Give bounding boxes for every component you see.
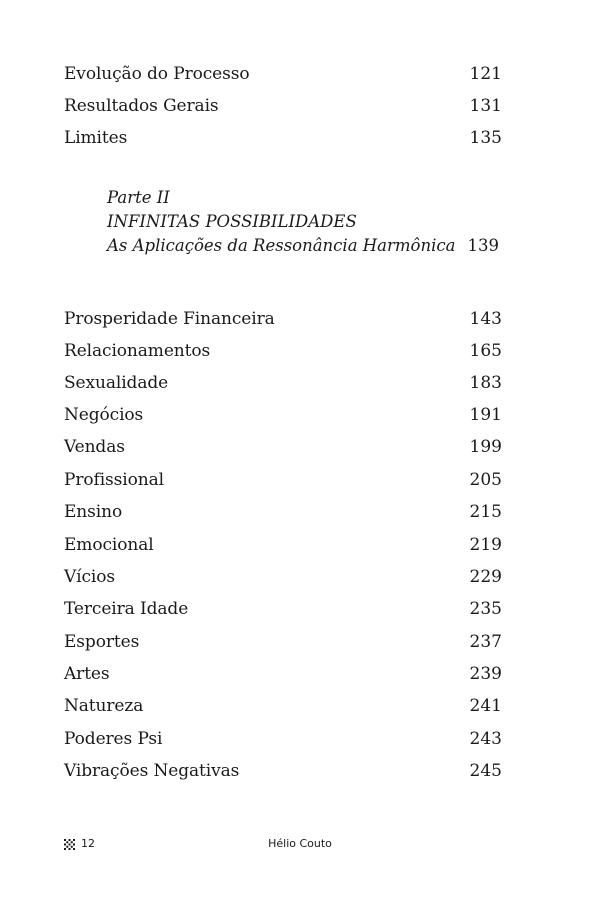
toc-entry-page: 205 — [469, 470, 502, 490]
part-title: INFINITAS POSSIBILIDADES — [107, 212, 357, 231]
toc-entry-title: Negócios — [64, 405, 144, 425]
toc-entry-page: 165 — [469, 341, 502, 361]
part-page: 139 — [467, 236, 499, 255]
toc-entry — [64, 499, 502, 525]
toc-entry-title: Poderes Psi — [64, 729, 163, 749]
toc-entry-page: 143 — [469, 309, 502, 329]
toc-entry-title: Vícios — [64, 567, 116, 587]
toc-entry-title: Resultados Gerais — [64, 96, 219, 116]
toc-entry — [64, 596, 502, 622]
part-subtitle: As Aplicações da Ressonância Harmônica — [107, 236, 456, 255]
toc-entry — [64, 125, 502, 151]
part-heading — [107, 186, 502, 258]
toc-entry — [64, 758, 502, 784]
toc-entry-page: 191 — [469, 405, 502, 425]
toc-entry — [64, 693, 502, 719]
toc-entry-title: Artes — [64, 664, 110, 684]
toc-entry-title: Sexualidade — [64, 373, 169, 393]
toc-entry — [64, 338, 502, 364]
toc-entry-title: Evolução do Processo — [64, 64, 250, 84]
toc-entry-page: 121 — [469, 64, 502, 84]
toc-entry — [64, 661, 502, 687]
toc-entry-title: Vibrações Negativas — [64, 761, 240, 781]
toc-entry-page: 235 — [469, 599, 502, 619]
toc-entry-title: Limites — [64, 128, 128, 148]
toc-entry-page: 135 — [469, 128, 502, 148]
toc-entry-title: Natureza — [64, 696, 144, 716]
toc-entry-page: 245 — [469, 761, 502, 781]
toc-entry-title: Esportes — [64, 632, 140, 652]
toc-entry-page: 183 — [469, 373, 502, 393]
toc-entry — [64, 93, 502, 119]
page-number: 12 — [81, 837, 95, 850]
toc-entry — [64, 532, 502, 558]
toc-entry — [64, 370, 502, 396]
toc-entry-page: 243 — [469, 729, 502, 749]
toc-entry-page: 131 — [469, 96, 502, 116]
toc-entry-page: 219 — [469, 535, 502, 555]
toc-entry-title: Profissional — [64, 470, 164, 490]
running-author: Hélio Couto — [268, 837, 332, 850]
part-label: Parte II — [107, 188, 170, 207]
folio — [64, 834, 95, 854]
part-subtitle-row — [107, 234, 499, 258]
toc-entry — [64, 726, 502, 752]
toc-entry-page: 237 — [469, 632, 502, 652]
toc-entry — [64, 434, 502, 460]
toc-entry-page: 199 — [469, 437, 502, 457]
toc-entry-title: Prosperidade Financeira — [64, 309, 275, 329]
toc-entry-page: 239 — [469, 664, 502, 684]
toc-entry — [64, 629, 502, 655]
toc-entry-page: 215 — [469, 502, 502, 522]
toc-entry — [64, 61, 502, 87]
toc-entry — [64, 402, 502, 428]
toc-entry-title: Terceira Idade — [64, 599, 189, 619]
toc-entry-title: Vendas — [64, 437, 125, 457]
toc-entry — [64, 467, 502, 493]
toc-entry-title: Ensino — [64, 502, 123, 522]
toc-entry-page: 241 — [469, 696, 502, 716]
toc-entry-title: Relacionamentos — [64, 341, 211, 361]
ornament-icon — [64, 839, 75, 850]
toc-entry-title: Emocional — [64, 535, 154, 555]
toc-entry — [64, 564, 502, 590]
toc-entry-page: 229 — [469, 567, 502, 587]
page-footer — [64, 834, 536, 854]
toc-entry — [64, 306, 502, 332]
